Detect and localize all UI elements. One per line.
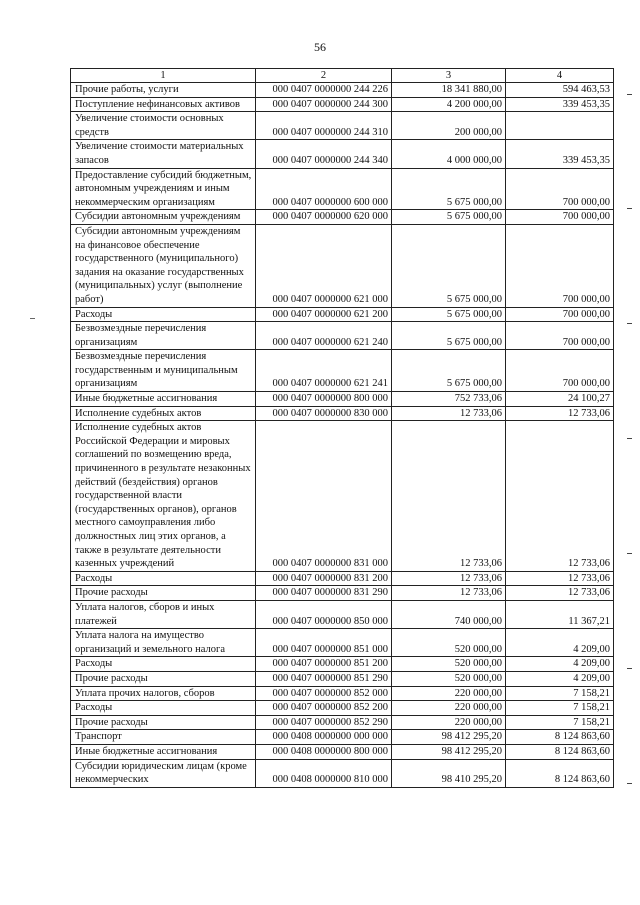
- row-amount-3: 4 200 000,00: [392, 97, 506, 112]
- row-name: Исполнение судебных актов Российской Федерации и мировых соглашений по возмещению вреда, причиненного в результате незаконных действий (бездействия) органов государственной власти (государственных органов), органов местного самоуправления либо должностных лиц этих органов, а также в результате деятельности казенных учреждений: [71, 421, 256, 572]
- row-name: Прочие расходы: [71, 586, 256, 601]
- row-amount-4: 4 209,00: [506, 629, 614, 657]
- row-amount-4: 11 367,21: [506, 600, 614, 628]
- row-name: Иные бюджетные ассигнования: [71, 392, 256, 407]
- margin-mark: [30, 318, 35, 319]
- table-row: [71, 307, 614, 322]
- table-row: [71, 421, 614, 572]
- row-code: 000 0408 0000000 800 000: [256, 744, 392, 759]
- row-amount-3: 4 000 000,00: [392, 140, 506, 168]
- row-code: 000 0407 0000000 830 000: [256, 406, 392, 421]
- margin-mark: [627, 323, 632, 324]
- row-amount-4: 700 000,00: [506, 350, 614, 392]
- table-row: [71, 97, 614, 112]
- column-header-4: 4: [506, 69, 614, 83]
- row-amount-3: 18 341 880,00: [392, 83, 506, 98]
- row-amount-3: 220 000,00: [392, 701, 506, 716]
- row-amount-4: 4 209,00: [506, 671, 614, 686]
- row-amount-4: 594 463,53: [506, 83, 614, 98]
- table-row: [71, 686, 614, 701]
- row-name: Прочие расходы: [71, 671, 256, 686]
- table-row: [71, 571, 614, 586]
- row-code: 000 0408 0000000 810 000: [256, 759, 392, 787]
- table-row: [71, 629, 614, 657]
- table-row: [71, 657, 614, 672]
- row-amount-4: 7 158,21: [506, 701, 614, 716]
- row-amount-4: 12 733,06: [506, 571, 614, 586]
- row-code: 000 0407 0000000 851 200: [256, 657, 392, 672]
- row-code: 000 0407 0000000 244 300: [256, 97, 392, 112]
- row-amount-3: 98 412 295,20: [392, 730, 506, 745]
- row-code: 000 0407 0000000 851 000: [256, 629, 392, 657]
- row-name: Субсидии автономным учреждениям на финансовое обеспечение государственного (муниципального) задания на оказание государственных (муниципальных) услуг (выполнение работ): [71, 224, 256, 307]
- row-code: 000 0407 0000000 621 000: [256, 224, 392, 307]
- row-name: Уплата налога на имущество организаций и земельного налога: [71, 629, 256, 657]
- table-row: [71, 210, 614, 225]
- row-amount-4: 8 124 863,60: [506, 730, 614, 745]
- row-amount-3: 520 000,00: [392, 671, 506, 686]
- row-amount-4: 700 000,00: [506, 322, 614, 350]
- row-name: Расходы: [71, 701, 256, 716]
- row-amount-4: 700 000,00: [506, 168, 614, 210]
- row-amount-3: 200 000,00: [392, 112, 506, 140]
- row-code: 000 0407 0000000 800 000: [256, 392, 392, 407]
- table-row: [71, 715, 614, 730]
- row-amount-4: 7 158,21: [506, 715, 614, 730]
- row-code: 000 0407 0000000 621 240: [256, 322, 392, 350]
- row-code: 000 0408 0000000 000 000: [256, 730, 392, 745]
- row-name: Уплата прочих налогов, сборов: [71, 686, 256, 701]
- row-amount-4: 339 453,35: [506, 97, 614, 112]
- row-amount-3: 12 733,06: [392, 421, 506, 572]
- row-amount-4: 12 733,06: [506, 586, 614, 601]
- table-row: [71, 406, 614, 421]
- margin-mark: [627, 783, 632, 784]
- column-header-1: 1: [71, 69, 256, 83]
- table-row: [71, 586, 614, 601]
- row-amount-3: 98 410 295,20: [392, 759, 506, 787]
- row-amount-4: [506, 112, 614, 140]
- row-amount-3: 5 675 000,00: [392, 224, 506, 307]
- row-code: 000 0407 0000000 244 226: [256, 83, 392, 98]
- row-name: Поступление нефинансовых активов: [71, 97, 256, 112]
- row-code: 000 0407 0000000 852 290: [256, 715, 392, 730]
- row-code: 000 0407 0000000 244 340: [256, 140, 392, 168]
- row-name: Транспорт: [71, 730, 256, 745]
- margin-mark: [627, 668, 632, 669]
- row-name: Расходы: [71, 657, 256, 672]
- row-amount-3: 520 000,00: [392, 657, 506, 672]
- row-amount-3: 5 675 000,00: [392, 168, 506, 210]
- row-name: Предоставление субсидий бюджетным, автономным учреждениям и иным некоммерческим организациям: [71, 168, 256, 210]
- row-code: 000 0407 0000000 620 000: [256, 210, 392, 225]
- table-row: [71, 730, 614, 745]
- row-code: 000 0407 0000000 831 000: [256, 421, 392, 572]
- row-amount-4: 8 124 863,60: [506, 744, 614, 759]
- column-header-3: 3: [392, 69, 506, 83]
- row-amount-4: 4 209,00: [506, 657, 614, 672]
- row-name: Субсидии юридическим лицам (кроме некоммерческих: [71, 759, 256, 787]
- row-amount-3: 5 675 000,00: [392, 350, 506, 392]
- row-code: 000 0407 0000000 852 200: [256, 701, 392, 716]
- row-code: 000 0407 0000000 831 200: [256, 571, 392, 586]
- row-amount-4: 700 000,00: [506, 307, 614, 322]
- row-code: 000 0407 0000000 244 310: [256, 112, 392, 140]
- row-name: Безвозмездные перечисления государственным и муниципальным организациям: [71, 350, 256, 392]
- table-row: [71, 140, 614, 168]
- row-amount-3: 520 000,00: [392, 629, 506, 657]
- row-code: 000 0407 0000000 621 241: [256, 350, 392, 392]
- row-name: Расходы: [71, 571, 256, 586]
- row-code: 000 0407 0000000 851 290: [256, 671, 392, 686]
- row-name: Уплата налогов, сборов и иных платежей: [71, 600, 256, 628]
- row-amount-3: 5 675 000,00: [392, 307, 506, 322]
- row-amount-3: 12 733,06: [392, 586, 506, 601]
- row-amount-4: 12 733,06: [506, 406, 614, 421]
- table-row: [71, 322, 614, 350]
- table-row: [71, 392, 614, 407]
- table-row: [71, 168, 614, 210]
- row-name: Увеличение стоимости материальных запасов: [71, 140, 256, 168]
- table-row: [71, 350, 614, 392]
- column-header-row: [71, 69, 614, 83]
- row-amount-3: 220 000,00: [392, 686, 506, 701]
- row-code: 000 0407 0000000 831 290: [256, 586, 392, 601]
- table-row: [71, 671, 614, 686]
- margin-mark: [627, 94, 632, 95]
- table-row: [71, 744, 614, 759]
- row-code: 000 0407 0000000 850 000: [256, 600, 392, 628]
- margin-mark: [627, 553, 632, 554]
- row-name: Прочие работы, услуги: [71, 83, 256, 98]
- row-name: Исполнение судебных актов: [71, 406, 256, 421]
- row-amount-4: 12 733,06: [506, 421, 614, 572]
- column-header-2: 2: [256, 69, 392, 83]
- row-amount-3: 5 675 000,00: [392, 210, 506, 225]
- row-amount-4: 24 100,27: [506, 392, 614, 407]
- table-row: [71, 83, 614, 98]
- page-number: 56: [314, 40, 326, 54]
- table-row: [71, 112, 614, 140]
- row-code: 000 0407 0000000 852 000: [256, 686, 392, 701]
- margin-mark: [627, 438, 632, 439]
- row-amount-3: 5 675 000,00: [392, 322, 506, 350]
- row-name: Безвозмездные перечисления организациям: [71, 322, 256, 350]
- row-amount-4: 7 158,21: [506, 686, 614, 701]
- row-name: Расходы: [71, 307, 256, 322]
- row-name: Увеличение стоимости основных средств: [71, 112, 256, 140]
- table-row: [71, 701, 614, 716]
- row-amount-3: 752 733,06: [392, 392, 506, 407]
- table-row: [71, 600, 614, 628]
- row-code: 000 0407 0000000 621 200: [256, 307, 392, 322]
- row-amount-4: 700 000,00: [506, 210, 614, 225]
- row-name: Прочие расходы: [71, 715, 256, 730]
- row-amount-4: 339 453,35: [506, 140, 614, 168]
- row-name: Субсидии автономным учреждениям: [71, 210, 256, 225]
- table-row: [71, 224, 614, 307]
- row-amount-4: 8 124 863,60: [506, 759, 614, 787]
- row-amount-3: 12 733,06: [392, 406, 506, 421]
- row-amount-4: 700 000,00: [506, 224, 614, 307]
- budget-report-table: [70, 68, 614, 788]
- table-row: [71, 759, 614, 787]
- row-name: Иные бюджетные ассигнования: [71, 744, 256, 759]
- row-amount-3: 98 412 295,20: [392, 744, 506, 759]
- row-amount-3: 12 733,06: [392, 571, 506, 586]
- row-amount-3: 740 000,00: [392, 600, 506, 628]
- row-amount-3: 220 000,00: [392, 715, 506, 730]
- margin-mark: [627, 208, 632, 209]
- row-code: 000 0407 0000000 600 000: [256, 168, 392, 210]
